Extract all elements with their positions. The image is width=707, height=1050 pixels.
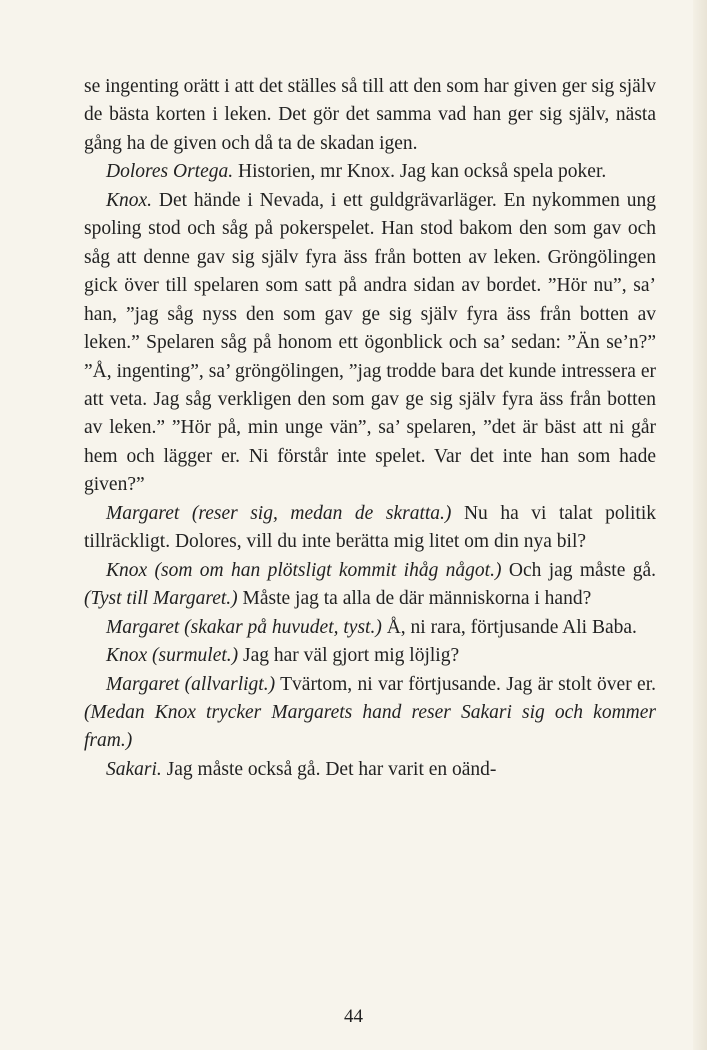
stage-direction: (Medan Knox trycker Margarets hand reser Sakari sig och kommer fram.) bbox=[84, 701, 656, 752]
paragraph bbox=[84, 187, 656, 500]
paragraph-text: Nu ha vi talat politik tillräckligt. Dolores, vill du inte berätta mig litet om din nya bil? bbox=[84, 502, 657, 553]
paragraph bbox=[84, 500, 656, 557]
paragraph-text: Det hände i Nevada, i ett guldgrävarläger. En nykommen ung spoling stod och såg på pokerspelet. Han stod bakom den som gav och såg att denne gav sig själv fyra äss från botten av leken. Gröngölingen gick över till spelaren som satt på andra sidan av bordet. ”Hör nu”, sa’ han, ”jag såg nyss den som gav ge sig själv fyra äss från botten av leken.” Spelaren såg på honom ett ögonblick och sa’ sedan: ”Än se’n?” ”Å, ingenting”, sa’ gröngölingen, ”jag trodde bara det kunde intressera er att veta. Jag såg verkligen den som gav ge sig själv fyra äss från botten av leken.” ”Hör på, min unge vän”, sa’ spelaren, ”det är bäst att ni går hem och lägger er. Ni förstår inte spelet. Var det inte han som hade given?” bbox=[84, 189, 656, 496]
speaker-name: Knox (som om han plötsligt kommit ihåg något.) bbox=[106, 559, 502, 581]
paragraph-text: Å, ni rara, förtjusande Ali Baba. bbox=[386, 616, 637, 638]
paragraph-text: Historien, mr Knox. Jag kan också spela poker. bbox=[237, 161, 607, 183]
paragraph bbox=[84, 642, 656, 670]
speaker-name: Knox (surmulet.) bbox=[106, 645, 239, 667]
paragraph-text: Tvärtom, ni var förtjusande. Jag är stolt över er. bbox=[280, 673, 657, 695]
paragraph-text: se ingenting orätt i att det ställes så till att den som har given ger sig själv de bästa korten i leken. Det gör det samma vad han ger sig själv, nästa gång ha de given och då ta de skadan igen. bbox=[84, 76, 656, 154]
speaker-name: Margaret (allvarligt.) bbox=[106, 673, 276, 695]
speaker-name: Knox. bbox=[106, 189, 153, 211]
paragraph-text: Jag har väl gjort mig löjlig? bbox=[243, 645, 460, 667]
paragraph bbox=[84, 73, 656, 158]
page-number: 44 bbox=[344, 1006, 363, 1027]
paragraph bbox=[84, 557, 656, 614]
paragraph-text: Jag måste också gå. Det har varit en oänd- bbox=[166, 758, 497, 780]
page-text bbox=[84, 73, 656, 784]
paragraph bbox=[84, 158, 656, 186]
speaker-name: Dolores Ortega. bbox=[106, 161, 234, 183]
paragraph bbox=[84, 671, 656, 756]
paragraph-text: Och jag måste gå. bbox=[508, 559, 657, 581]
paragraph-text: Måste jag ta alla de där människorna i hand? bbox=[242, 588, 592, 610]
speaker-name: Margaret (reser sig, medan de skratta.) bbox=[106, 502, 452, 524]
stage-direction: (Tyst till Margaret.) bbox=[84, 588, 238, 610]
speaker-name: Sakari. bbox=[106, 758, 162, 780]
speaker-name: Margaret (skakar på huvudet, tyst.) bbox=[106, 616, 382, 638]
paragraph bbox=[84, 614, 656, 642]
paragraph bbox=[84, 756, 656, 784]
page-edge-shadow bbox=[693, 0, 707, 1050]
